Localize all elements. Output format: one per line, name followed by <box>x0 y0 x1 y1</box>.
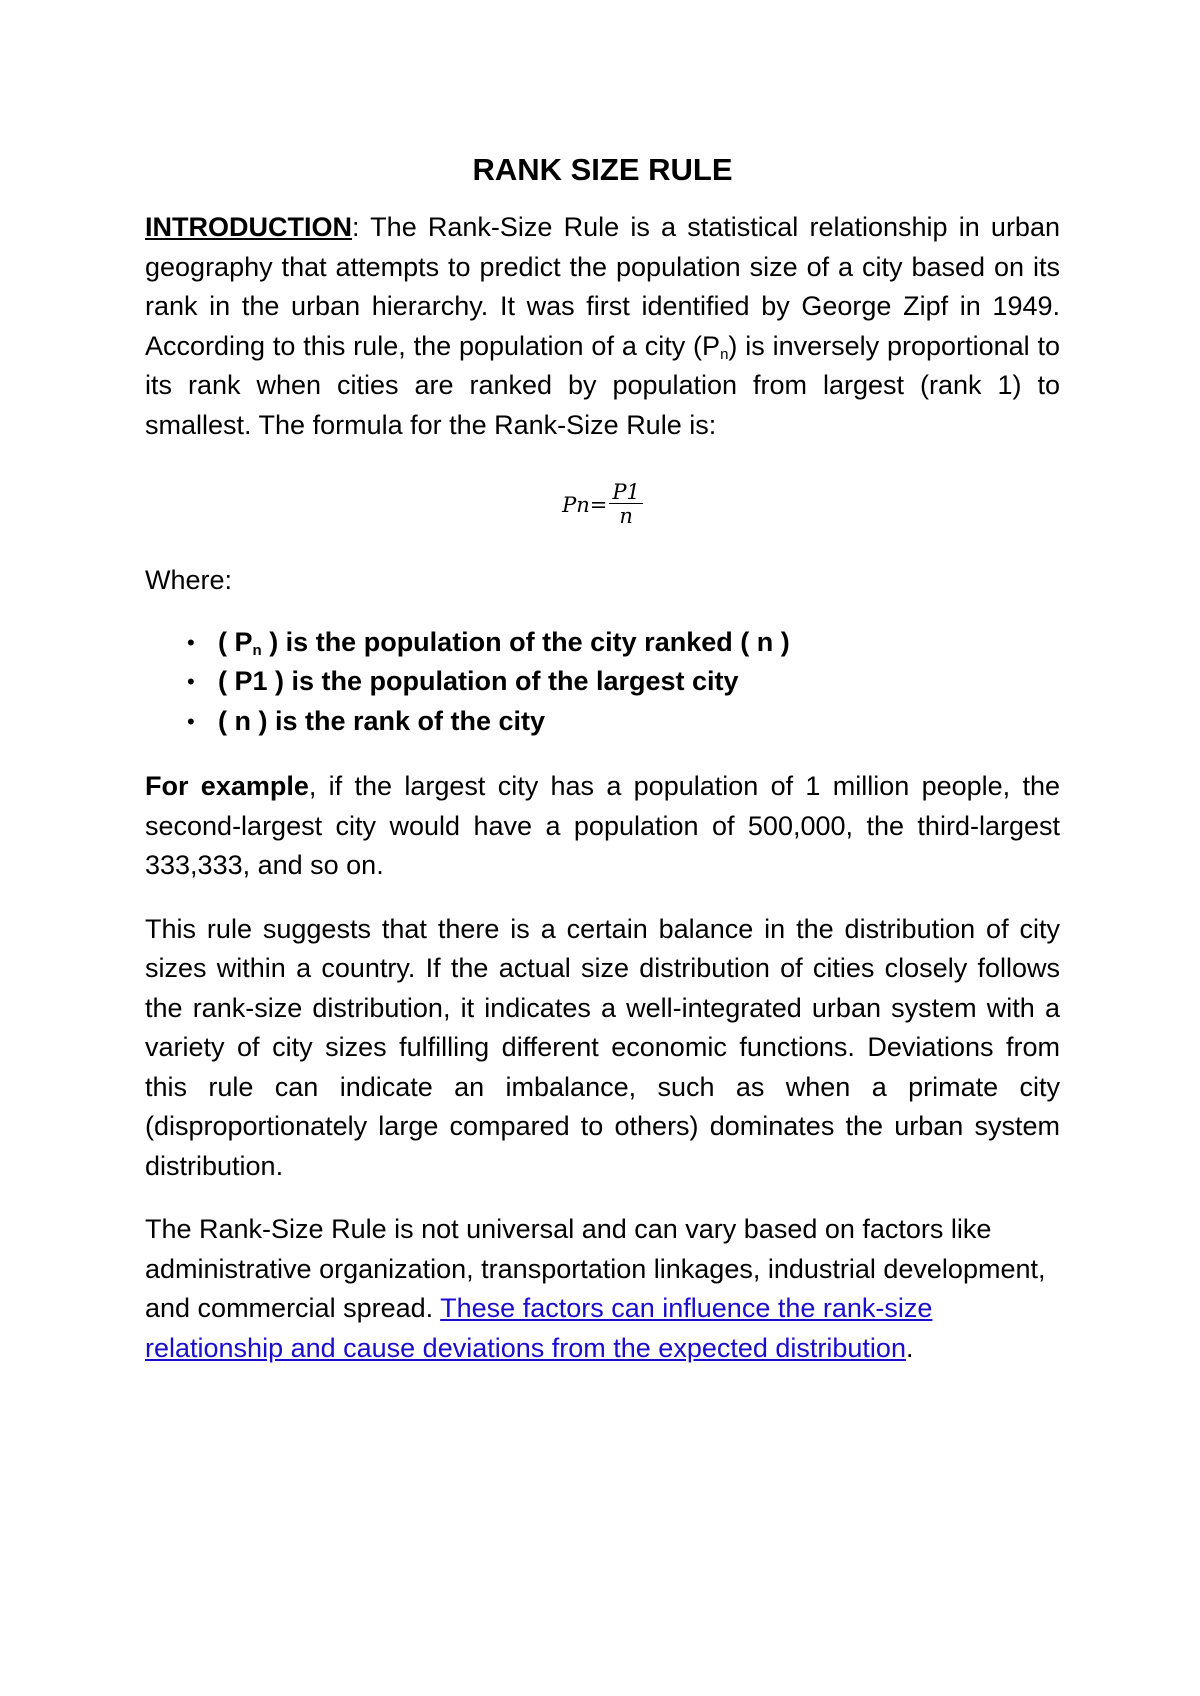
example-paragraph <box>145 767 1060 886</box>
example-label: For example <box>145 771 309 801</box>
bullet-text-post: ) is the population of the city ranked ( n ) <box>261 626 790 657</box>
list-item <box>145 623 1060 663</box>
intro-subscript: n <box>720 345 729 363</box>
example-text: , if the largest city has a population of 1 million people, the second-largest city would have a population of 500,000, the third-largest 333,333, and so on. <box>145 771 1060 880</box>
paragraph-spacer <box>145 1186 1060 1210</box>
document-page <box>145 150 1060 1368</box>
bullet-text-pre: ( P1 ) is the population of the largest city <box>218 666 739 696</box>
factors-text: The Rank-Size Rule is not universal and can vary based on factors like administrative organization, transportation linkages, industrial development, and commercial spread. <box>145 1214 1046 1323</box>
paragraph-spacer <box>145 886 1060 910</box>
list-item <box>145 702 1060 742</box>
bullet-subscript: n <box>252 641 262 659</box>
intro-label: INTRODUCTION <box>145 212 352 242</box>
bullet-text-pre: ( n ) is the rank of the city <box>218 705 546 736</box>
formula-lhs: Pn= <box>562 492 608 517</box>
factors-end: . <box>905 1332 914 1363</box>
intro-text-2: ) is inversely proportional to its rank when cities are ranked by population from largest (rank 1) to smallest. The formula for the Rank-Size Rule is: <box>145 330 1060 440</box>
factors-link[interactable]: These factors can influence the rank-size relationship and cause deviations from the expected distribution <box>145 1293 933 1363</box>
formula-fraction <box>609 481 643 528</box>
bullet-icon: • <box>187 669 195 694</box>
document-title: RANK SIZE RULE <box>472 152 733 187</box>
formula-denominator: n <box>619 504 633 528</box>
formula-numerator: P1 <box>609 481 643 504</box>
bullet-icon: • <box>187 629 195 655</box>
factors-paragraph <box>145 1210 1060 1368</box>
where-label: Where: <box>145 565 233 595</box>
intro-paragraph <box>145 208 1060 445</box>
definition-list <box>145 623 1060 742</box>
bullet-text-pre: ( P <box>218 626 253 657</box>
list-item <box>145 662 1060 702</box>
balance-paragraph: This rule suggests that there is a certain balance in the distribution of city sizes within a country. If the actual size distribution of cities closely follows the rank-size distribution, it indicates a well-integrated urban system with a variety of city sizes fulfilling different economic functions. Deviations from this rule can indicate an imbalance, such as when a primate city (disproportionately large compared to others) dominates the urban system distribution. <box>145 913 1060 1181</box>
bullet-icon: • <box>187 708 195 734</box>
intro-text-1: : The Rank-Size Rule is a statistical relationship in urban geography that attempts to predict the population size of a city based on its rank in the urban hierarchy. It was first identified by George Zipf in 1949. According to this rule, the population of a city (P <box>145 212 1060 361</box>
rank-size-formula <box>145 481 1060 537</box>
